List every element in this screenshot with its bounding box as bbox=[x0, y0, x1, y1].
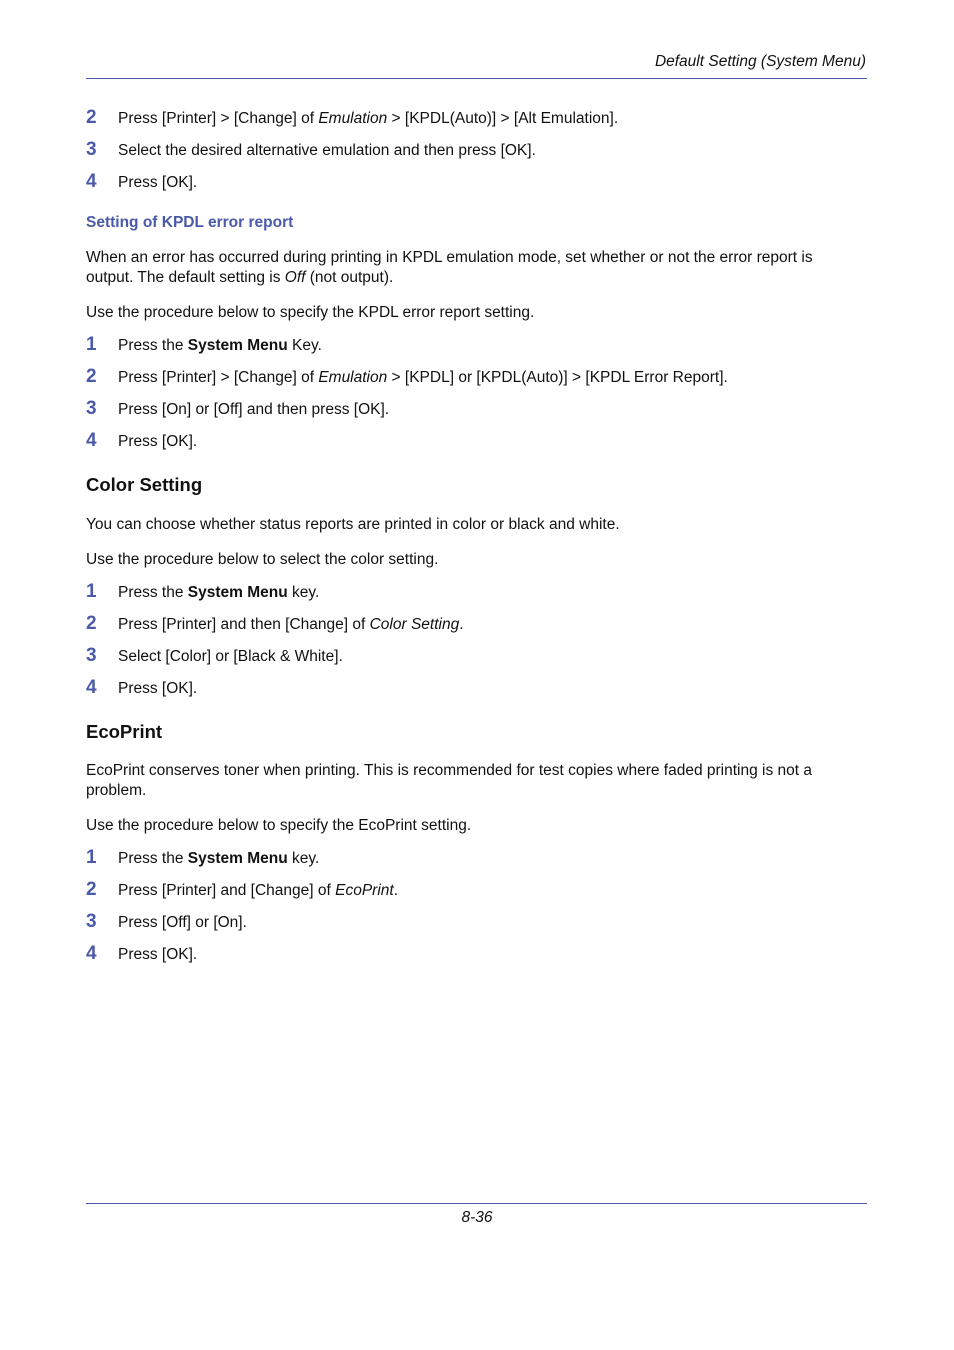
step-text bbox=[118, 914, 247, 932]
procedure-step bbox=[86, 366, 866, 391]
step-text bbox=[118, 850, 319, 868]
text-run: Press [Printer] and then [Change] of bbox=[118, 616, 370, 633]
text-run: Press [Printer] > [Change] of bbox=[118, 110, 319, 127]
step-number: 2 bbox=[86, 107, 97, 128]
procedure-step bbox=[86, 847, 866, 872]
text-run: Press [OK]. bbox=[118, 946, 198, 963]
step-text bbox=[118, 174, 197, 192]
step-text bbox=[118, 433, 197, 451]
setting-name: EcoPrint bbox=[335, 882, 394, 899]
paragraph bbox=[86, 816, 856, 836]
procedure-step bbox=[86, 613, 866, 638]
step-number: 1 bbox=[86, 581, 97, 602]
step-text bbox=[118, 680, 197, 698]
text-run: Press [Off] or [On]. bbox=[118, 914, 247, 931]
procedure-step bbox=[86, 107, 866, 132]
text-run: Press [On] or [Off] and then press [OK]. bbox=[118, 401, 390, 418]
step-number: 4 bbox=[86, 430, 97, 451]
step-number: 3 bbox=[86, 139, 97, 160]
subsection-heading: Setting of KPDL error report bbox=[86, 214, 294, 231]
page-number: 8-36 bbox=[461, 1209, 493, 1226]
step-number: 3 bbox=[86, 645, 97, 666]
step-number: 2 bbox=[86, 879, 97, 900]
step-text bbox=[118, 369, 728, 387]
setting-name: Emulation bbox=[318, 369, 388, 386]
step-number: 3 bbox=[86, 398, 97, 419]
procedure-step bbox=[86, 430, 866, 455]
text-run: > [KPDL(Auto)] > [Alt Emulation]. bbox=[387, 110, 619, 127]
procedure-step bbox=[86, 943, 866, 968]
text-run: . bbox=[393, 882, 399, 899]
text-run: Select [Color] or [Black & White]. bbox=[118, 648, 343, 665]
running-header-title: Default Setting (System Menu) bbox=[654, 53, 866, 70]
step-text bbox=[118, 616, 464, 634]
section-heading: Color Setting bbox=[86, 474, 203, 495]
text-run: Press [OK]. bbox=[118, 433, 198, 450]
section-heading: EcoPrint bbox=[86, 721, 163, 742]
step-number: 4 bbox=[86, 171, 97, 192]
text-run: Use the procedure below to specify the KPDL error report setting. bbox=[86, 304, 535, 321]
text-run: Select the desired alternative emulation and then press [OK]. bbox=[118, 142, 536, 159]
text-run: Press the bbox=[118, 337, 188, 354]
text-run: Press [OK]. bbox=[118, 174, 198, 191]
text-run: EcoPrint conserves toner when printing. This is recommended for test copies where faded printing is not a problem. bbox=[86, 762, 813, 799]
text-run: Key. bbox=[287, 337, 322, 354]
header-rule bbox=[86, 78, 867, 79]
text-run: Press [Printer] and [Change] of bbox=[118, 882, 336, 899]
step-number: 2 bbox=[86, 613, 97, 634]
footer-rule bbox=[86, 1203, 867, 1204]
procedure-step bbox=[86, 139, 866, 164]
procedure-step bbox=[86, 645, 866, 670]
text-run: . bbox=[459, 616, 464, 633]
procedure-step bbox=[86, 171, 866, 196]
step-text bbox=[118, 584, 319, 602]
paragraph bbox=[86, 515, 856, 535]
setting-name: Off bbox=[284, 269, 306, 286]
procedure-step bbox=[86, 334, 866, 359]
setting-name: Emulation bbox=[318, 110, 388, 127]
paragraph bbox=[86, 303, 856, 323]
step-text bbox=[118, 648, 343, 666]
step-number: 4 bbox=[86, 943, 97, 964]
key-name: System Menu bbox=[187, 337, 288, 354]
text-run: Press the bbox=[118, 850, 188, 867]
step-text bbox=[118, 142, 536, 160]
step-number: 1 bbox=[86, 334, 97, 355]
text-run: (not output). bbox=[305, 269, 394, 286]
text-run: When an error has occurred during printing in KPDL emulation mode, set whether or not the error report is output. The default setting is bbox=[86, 249, 813, 286]
text-run: Use the procedure below to select the color setting. bbox=[86, 551, 439, 568]
text-run: key. bbox=[287, 850, 320, 867]
text-run: Press the bbox=[118, 584, 188, 601]
procedure-step bbox=[86, 911, 866, 936]
text-run: You can choose whether status reports are printed in color or black and white. bbox=[86, 516, 620, 533]
step-number: 4 bbox=[86, 677, 97, 698]
text-run: > [KPDL] or [KPDL(Auto)] > [KPDL Error Report]. bbox=[387, 369, 728, 386]
step-number: 3 bbox=[86, 911, 97, 932]
text-run: key. bbox=[287, 584, 320, 601]
step-text bbox=[118, 882, 398, 900]
step-text bbox=[118, 110, 618, 128]
step-text bbox=[118, 946, 197, 964]
step-number: 2 bbox=[86, 366, 97, 387]
paragraph bbox=[86, 550, 856, 570]
paragraph bbox=[86, 248, 856, 288]
setting-name: Color Setting bbox=[369, 616, 460, 633]
step-number: 1 bbox=[86, 847, 97, 868]
text-run: Press [OK]. bbox=[118, 680, 198, 697]
procedure-step bbox=[86, 677, 866, 702]
paragraph bbox=[86, 761, 856, 801]
procedure-step bbox=[86, 879, 866, 904]
procedure-step bbox=[86, 398, 866, 423]
key-name: System Menu bbox=[187, 584, 288, 601]
key-name: System Menu bbox=[187, 850, 288, 867]
procedure-step bbox=[86, 581, 866, 606]
step-text bbox=[118, 401, 389, 419]
text-run: Press [Printer] > [Change] of bbox=[118, 369, 319, 386]
text-run: Use the procedure below to specify the EcoPrint setting. bbox=[86, 817, 472, 834]
step-text bbox=[118, 337, 322, 355]
